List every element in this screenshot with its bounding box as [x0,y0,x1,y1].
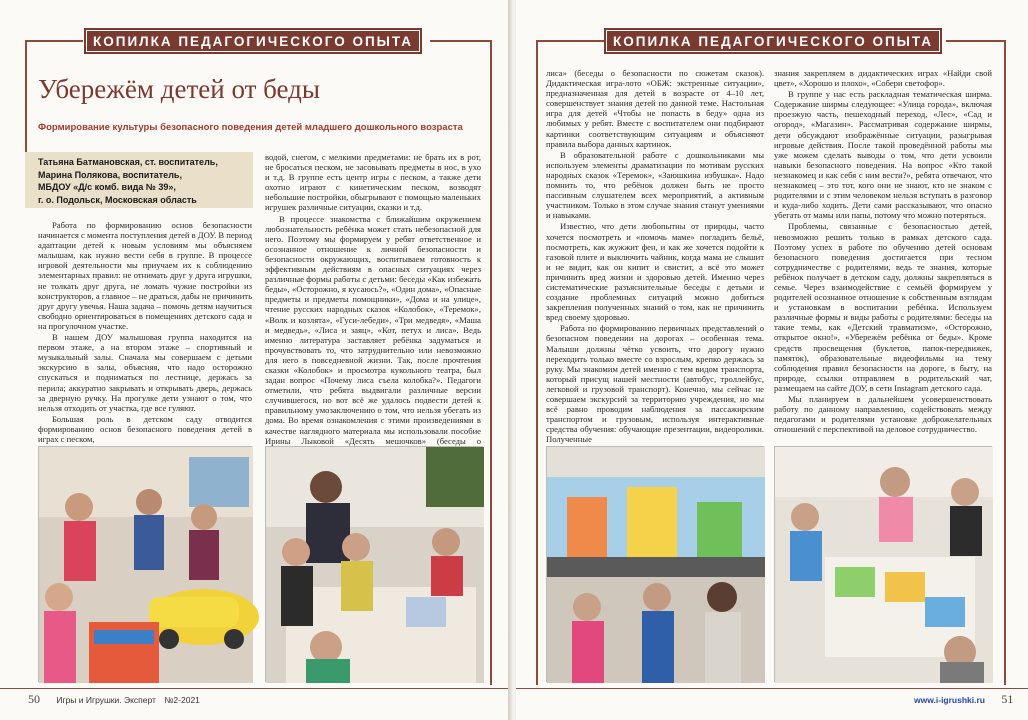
article-subtitle: Формирование культуры безопасного поведения детей младшего дошкольного возраста [38,122,463,133]
author-line: Татьяна Батмановская, ст. воспитатель, [38,157,218,167]
paragraph: лиса» (беседы о безопасности по сюжетам сказок). Дидактическая игра-лото «ОБЖ: экстренные ситуации», предназначенная для детей в возрасте от 4–10 лет, совершенствует знания детей по данной теме. Настольная игра для детей «Чтобы не попасть в беду» одна из любимых у ребят. Вместе с воспитателем они подбирают картинки соответствующим ситуациям и объясняют правила выбора данных картинок. [546,68,764,149]
paragraph: водой, снегом, с мелкими предметами: не брать их в рот, не бросаться песком, не засовывать предметы в нос, в ухо и т.д. В группе есть центр игры с песком, а также дети охотно играют с кинетическим песком, возводят небольшие постройки, обыгрывают с помощью маленьких игрушек различные ситуации, сказки и т.д. [265,152,481,213]
paragraph: Работа по формированию основ безопасности начинается с момента поступления детей в ДОУ. В период адаптации детей к новым условиям мы объясняем малышам, как нужно вести себя в группе. В процессе игровой деятельности мы приучаем их к соблюдению элементарных правил: не отнимать друг у друга игрушки, не толкать друг друга, не ломать чужие постройки из конструкторов, а главное – не драться, дабы не причинить друг другу увечья. Наша задача – помочь детям научиться свободно ориентироваться в помещениях детского сада и на прогулочном участке. [38,220,252,331]
page-number: 51 [1001,692,1014,706]
photo-children-toy-car [38,446,252,682]
issue-number: №2-2021 [164,695,200,705]
paragraph: Известно, что дети любопытны от природы, часто хочется посмотреть и «помочь маме» погладить бельё, посмотреть, как жужжит фен, и как же хочется подойти к газовой плите и выключить чайник, когда мама не слышит и не видит, как он кипит и свистит, а всё это может причинить вред жизни и здоровью детей. Именно через систематические разъяснительные беседы с детьми и создание проблемных ситуаций можно добиться закрепления полученных знаний о том, как не причинить вред своему здоровью. [546,221,764,323]
top-rule-right [946,40,1006,42]
paragraph: В нашем ДОУ малышовая группа находится на первом этаже, а на втором этаже – спортивный и музыкальный залы. Сначала мы совершаем с детьми экскурсию в залы, объясняя, что надо осторожно спускаться и подниматься по лестнице, держась за перила; аккуратно закрывать и открывать дверь, держась за дверную ручку. На прогулке дети узнают о том, что нельзя отходить от участка, где все гуляют. [38,332,252,413]
frame-right-rule [490,40,492,685]
paragraph: Большая роль в детском саду отводится формированию основ безопасного поведения детей в играх с песком, [38,413,252,444]
photo-image [39,447,253,683]
right-page [516,0,1028,720]
author-line: МБДОУ «Д/с комб. вида № 39», [38,182,176,192]
text-column-4 [774,68,992,444]
photo-image [775,447,993,683]
footer-right [914,690,1013,708]
paragraph: В образовательной работе с дошкольниками мы используем элементы драматизации по мотивам русских народных сказок «Теремок», «Заюшкина избушка». Надо помнить то, что ребёнок должен быть не просто пассивным слушателем всех мероприятий, а активным участником. Только в этом случае знания станут умениями и навыками. [546,149,764,221]
photo-children-screen-city [546,446,764,682]
footer-left [28,690,200,708]
text-column-2 [265,152,481,446]
section-banner: КОПИЛКА ПЕДАГОГИЧЕСКОГО ОПЫТА [606,30,940,52]
paragraph: В группе у нас есть раскладная тематическая ширма. Содержание ширмы следующее: «Улица города», включая проезжую часть, пешеходный переход, «Лес», «Сад и огород», «Магазин». Рассматривая содержание ширмы, дети обсуждают изображённые ситуации, разыгрывая игровые действия. После такой проведённой работы мы уже можем сделать выводы о том, что дети усвоили навыки безопасного поведения. На вопрос «Кто такой незнакомец и как себя с ним вести?», ребята отвечают, что незнакомец – это тот, кого они не знают, кто не знаком с родителями и с этим человеком нельзя вступать в разговор и куда-либо ходить. Дети сами рассказывают, что опасно убегать от мамы или папы, потому что можно потеряться. [774,89,992,221]
paragraph: Проблемы, связанные с безопасностью детей, невозможно решить только в рамках детского сада. Поэтому успех в работе по обучению детей основам безопасного поведения достигается при тесном сотрудничестве с родителями, ведь те знания, которые ребёнок получает в детском саду, должны закрепляться в семье. Через взаимодействие с семьёй формируем у родителей осознанное отношение к собственным взглядам и установкам в воспитании ребёнка. Используем различные формы и виды работы с родителями: беседы на такие темы, как «Детский травматизм», «Осторожно, открытое окно!», «Убережём ребёнка от беды». Кроме средств просвещения (буклетов, папок-передвижек, памяток), образовательные видеофильмы на тему соблюдения правил безопасности на дороге, в быту, на природе, ссылки отправляем в родительский чат, размещаем на сайте ДОУ, в сети Instagram детского сада. [774,221,992,393]
frame-right-rule [1004,40,1006,685]
photo-image [547,447,765,683]
page-number: 50 [28,692,40,706]
frame-left-rule [536,40,538,685]
text-column-1 [38,220,252,442]
text-column-3 [546,68,764,444]
top-rule-left [25,40,83,42]
paragraph: В процессе знакомства с ближайшим окружением любознательность ребёнка может стать небезопасной для него. Поэтому мы формируем у ребят ответственное и осознанное отношение к личной безопасности и безопасности окружающих, воспитываем готовность к эффективным действиям в опасных ситуациях через различные формы работы с детьми: беседы «Как избежать беды», «Осторожно, я кусаюсь?», «Один дома», «Опасные предметы и предметы помощники», «Дома и на улице», чтение русских народных сказок «Колобок», «Теремок», «Волк и козлята», «Гуси-лебеди», «Три медведя», «Маша и медведь», «Лиса и заяц», «Кот, петух и лиса». Ведь именно литература заставляет ребёнка задуматься и прочувствовать то, что затруднительно или невозможно для него в повседневной жизни. Так, после прочтения сказки «Колобок» и просмотра кукольного театра, был задан вопрос «Почему лиса съела колобка?». Педагоги отметили, что ребята выдвигали различные версии случившегося, но вот всё же удалось подвести детей к правильному умозаключению о том, что нельзя убегать из дома. Во время ознакомления с этими произведениями в качестве наглядного материала мы использовали пособие Ирины Лыковой «Десять мешочков» (беседы о [265,213,481,446]
paragraph: Работа по формированию первичных представлений о безопасном поведении на дорогах – особенная тема. Малыши должны чётко усвоить, что дорогу нужно переходить только вместе со взрослым, крепко держась за руку. Мы знакомим детей именно с тем видом транспорта, который присущ нашей местности (автобус, троллейбус, легковой и грузовой транспорт). Конечно, мы сейчас не совершаем экскурсий за территорию учреждения, но мы всё равно проводим наблюдения за пассажирским транспортом и грузовым, используя интерактивные средства обучения: обучающие презентации, видеоролики. Полученные [546,323,764,445]
authors [38,156,218,206]
photo-image [266,447,484,683]
footer-rule [0,688,512,689]
footer-rule [516,688,1028,689]
paragraph: Мы планируем в дальнейшем усовершенствовать работу по данному направлению, содействовать между педагогами и родителями установке доброжелательных отношений с перспективой на деловое сотрудничество. [774,394,992,435]
magazine-url[interactable]: www.i-igrushki.ru [914,695,985,705]
photo-children-table-game [265,446,483,682]
frame-left-rule [25,40,27,152]
author-line: г. о. Подольск, Московская область [38,194,197,205]
paragraph: знания закрепляем в дидактических играх «Найди свой цвет», «Хорошо и плохо», «Собери светофор». [774,68,992,89]
article-title: Убережём детей от беды [38,74,321,104]
author-line: Марина Полякова, воспитатель, [38,169,182,180]
section-banner: КОПИЛКА ПЕДАГОГИЧЕСКОГО ОПЫТА [86,30,420,52]
top-rule-left [536,40,604,42]
magazine-name: Игры и Игрушки. Эксперт [56,695,156,705]
top-rule-right [430,40,492,42]
photo-children-board-game [774,446,992,682]
left-page [0,0,512,720]
